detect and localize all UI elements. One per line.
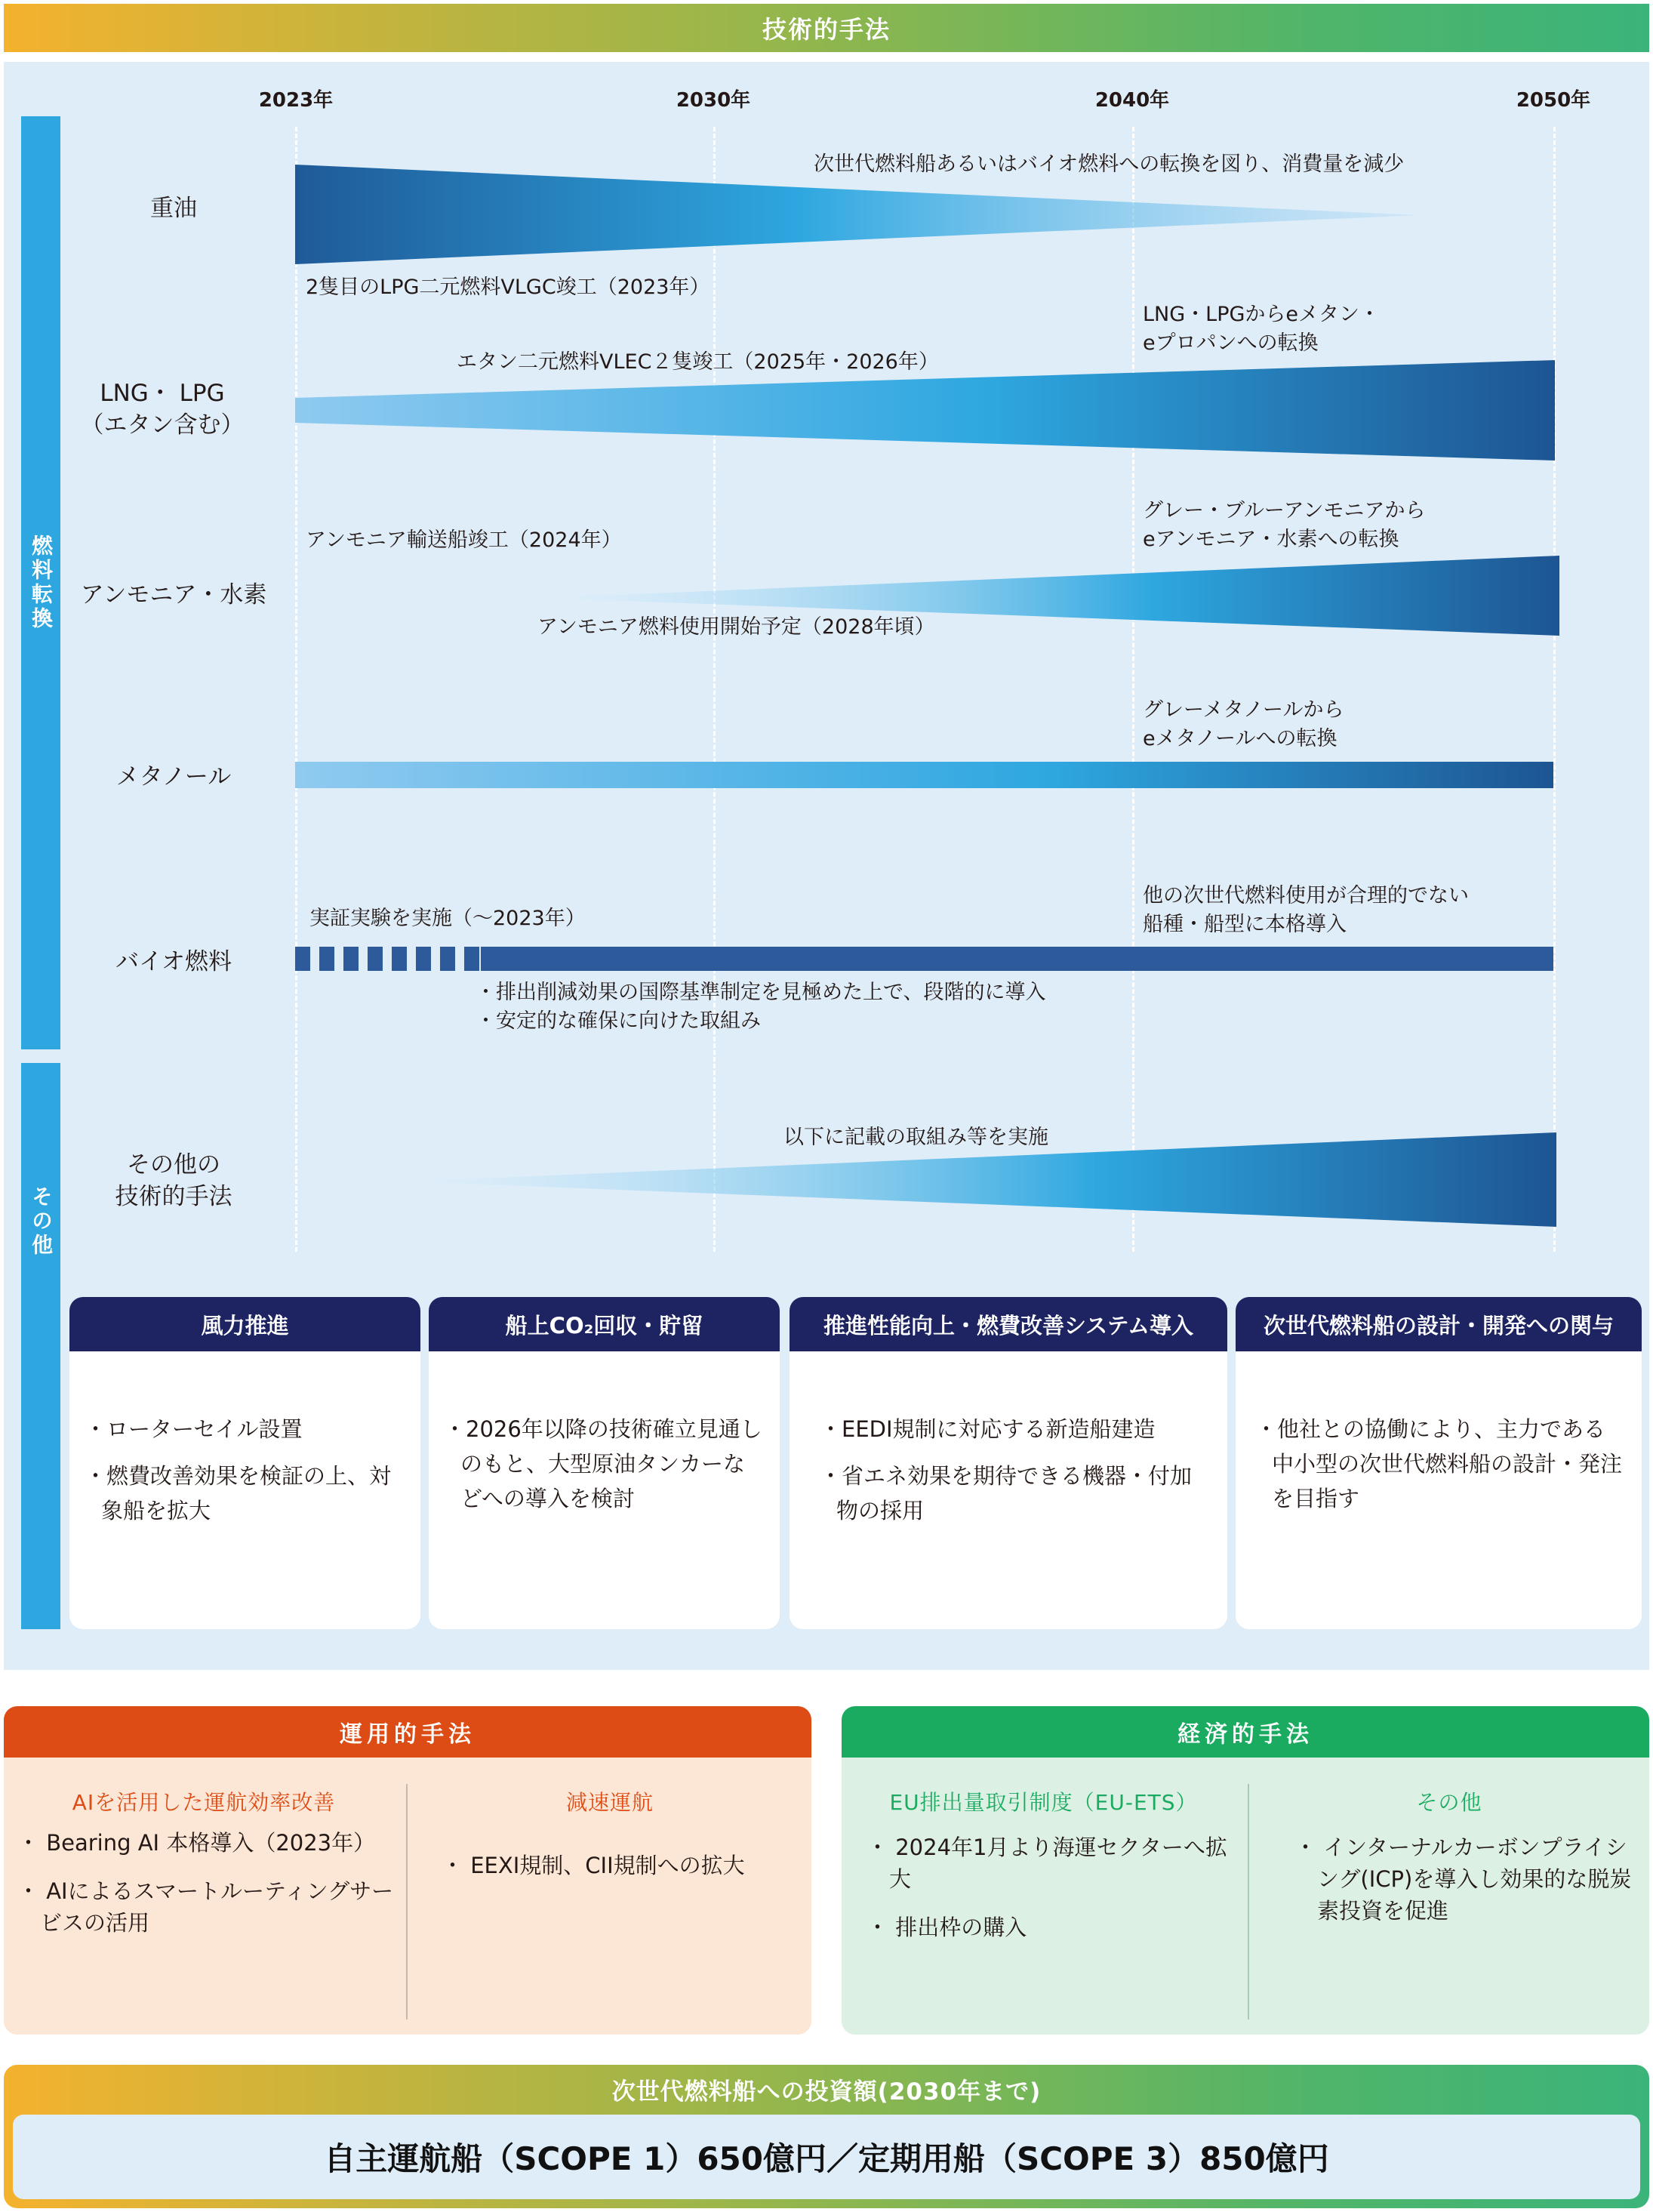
bio-dash [440,947,455,971]
bio-dash [392,947,407,971]
ai-efficiency-list [17,1827,402,1955]
investment-panel [4,2065,1649,2208]
heavy-oil-band [295,165,1419,264]
investment-title: 次世代燃料船への投資額(2030年まで) [611,2078,1042,2106]
card-item: ・EEDI規制に対応する新造船建造 [820,1416,1156,1442]
methanol-band [295,762,1553,788]
other-side-label-text: その他 [29,1185,54,1258]
heavy-oil-note-top: 次世代燃料船あるいはバイオ燃料への転換を図り、消費量を減少 [814,152,1405,176]
row-label-lng-line1: LNG・ LPG [100,380,225,407]
card-item: ・省エネ効果を期待できる機器・付加物の採用 [820,1463,1193,1523]
card-next-gen-design [1236,1297,1642,1629]
card-item: ・燃費改善効果を検証の上、対象船を拡大 [85,1463,392,1523]
operational-methods-title: 運用的手法 [4,1706,811,1758]
bio-note-right-line1: 他の次世代燃料使用が合理的でない [1143,884,1469,907]
eu-ets-title: EU排出量取引制度（EU-ETS） [889,1790,1198,1815]
bio-dash [464,947,479,971]
operational-methods-box [4,1706,811,2035]
bio-dash [319,947,334,971]
bio-note-right-line2: 船種・船型に本格導入 [1143,913,1347,936]
list-item: ・ Bearing AI 本格導入（2023年） [17,1830,376,1856]
economic-other-list [1294,1832,1642,1943]
bio-note-right [1143,882,1469,939]
bio-dash [368,947,383,971]
card-title: 推進性能向上・燃費改善システム導入 [790,1297,1227,1351]
card-item: ・他社との協働により、主力である中小型の次世代燃料船の設計・発注を目指す [1255,1416,1623,1511]
lng-note-right [1143,300,1380,358]
fuel-conversion-side-label: 燃料転換 [21,116,60,1049]
ammonia-note-right-line1: グレー・ブルーアンモニアから [1143,499,1426,522]
heavy-oil-note-bottom: 2隻目のLPG二元燃料VLGC竣工（2023年） [306,276,710,299]
economic-methods-box [842,1706,1649,2035]
bio-dash [295,947,310,971]
lng-note-right-line2: eプロパンへの転換 [1143,331,1319,355]
bio-bullet-2: ・安定的な確保に向けた取組み [476,1009,761,1033]
divider [1248,1784,1249,2019]
card-item: ・2026年以降の技術確立見通しのもと、大型原油タンカーなどへの導入を検討 [444,1416,762,1511]
list-item: ・ AIによるスマートルーティングサービスの活用 [17,1878,394,1936]
row-label-methanol: メタノール [115,763,232,790]
row-label-bio: バイオ燃料 [115,948,232,975]
card-propulsion-efficiency [790,1297,1227,1629]
card-onboard-ccs [429,1297,780,1629]
list-item: ・ インターナルカーボンプライシング(ICP)を導入し効果的な脱炭素投資を促進 [1294,1835,1632,1924]
other-technical-note: 以下に記載の取組み等を実施 [783,1126,1048,1149]
economic-methods-title: 経済的手法 [842,1706,1649,1758]
year-2050: 2050年 [1516,89,1591,112]
card-item: ・ローターセイル設置 [85,1416,303,1442]
year-2030: 2030年 [676,89,751,112]
eu-ets-list [867,1832,1240,1960]
bio-bullets [476,978,1045,1036]
card-body [1236,1351,1642,1516]
ai-efficiency-title: AIを活用した運航効率改善 [72,1790,336,1815]
technical-methods-header: 技術的手法 [4,4,1649,52]
row-label-other-line2: 技術的手法 [115,1183,232,1210]
divider [406,1784,408,2019]
slow-steaming-list [442,1850,804,1898]
bio-note-left: 実証実験を実施（～2023年） [309,907,586,930]
methanol-note-right-line1: グレーメタノールから [1143,698,1344,722]
slow-steaming-title: 減速運航 [565,1790,654,1815]
list-item: ・ 排出枠の購入 [867,1915,1027,1940]
methanol-note-right [1143,696,1344,753]
row-label-lng [49,377,276,441]
row-label-other-line1: その他の [127,1151,220,1178]
economic-other-title: その他 [1416,1790,1482,1815]
methanol-note-right-line2: eメタノールへの転換 [1143,727,1337,750]
row-label-lng-line2: （エタン含む） [80,411,245,439]
year-2040: 2040年 [1094,89,1170,112]
card-title: 船上CO₂回収・貯留 [429,1297,780,1351]
lng-note-right-line1: LNG・LPGからeメタン・ [1143,303,1381,326]
card-title: 次世代燃料船の設計・開発への関与 [1236,1297,1642,1351]
ammonia-note-right [1143,497,1426,554]
row-label-heavy-oil: 重油 [150,195,197,222]
card-body [69,1351,420,1528]
list-item: ・ EEXI規制、CII規制への拡大 [442,1853,745,1878]
bio-band [481,947,1553,971]
list-item: ・ 2024年1月より海運セクターへ拡大 [867,1835,1227,1892]
ammonia-note-bottom: アンモニア燃料使用開始予定（2028年頃） [537,615,935,639]
card-title: 風力推進 [69,1297,420,1351]
card-wind-propulsion [69,1297,420,1629]
row-label-other-technical [60,1149,287,1212]
ammonia-note-right-line2: eアンモニア・水素への転換 [1143,528,1399,551]
bio-dash [343,947,359,971]
year-2023: 2023年 [258,89,334,112]
row-label-ammonia: アンモニア・水素 [80,581,267,608]
bio-dash [416,947,431,971]
lng-note-mid: エタン二元燃料VLEC２隻竣工（2025年・2026年） [457,350,939,374]
card-body [790,1351,1227,1528]
investment-value: 自主運航船（SCOPE 1）650億円／定期用船（SCOPE 3）850億円 [13,2115,1640,2199]
card-body [429,1351,780,1516]
bio-bullet-1: ・排出削減効果の国際基準制定を見極めた上で、段階的に導入 [476,981,1046,1004]
ammonia-note-left: アンモニア輸送船竣工（2024年） [306,528,622,552]
